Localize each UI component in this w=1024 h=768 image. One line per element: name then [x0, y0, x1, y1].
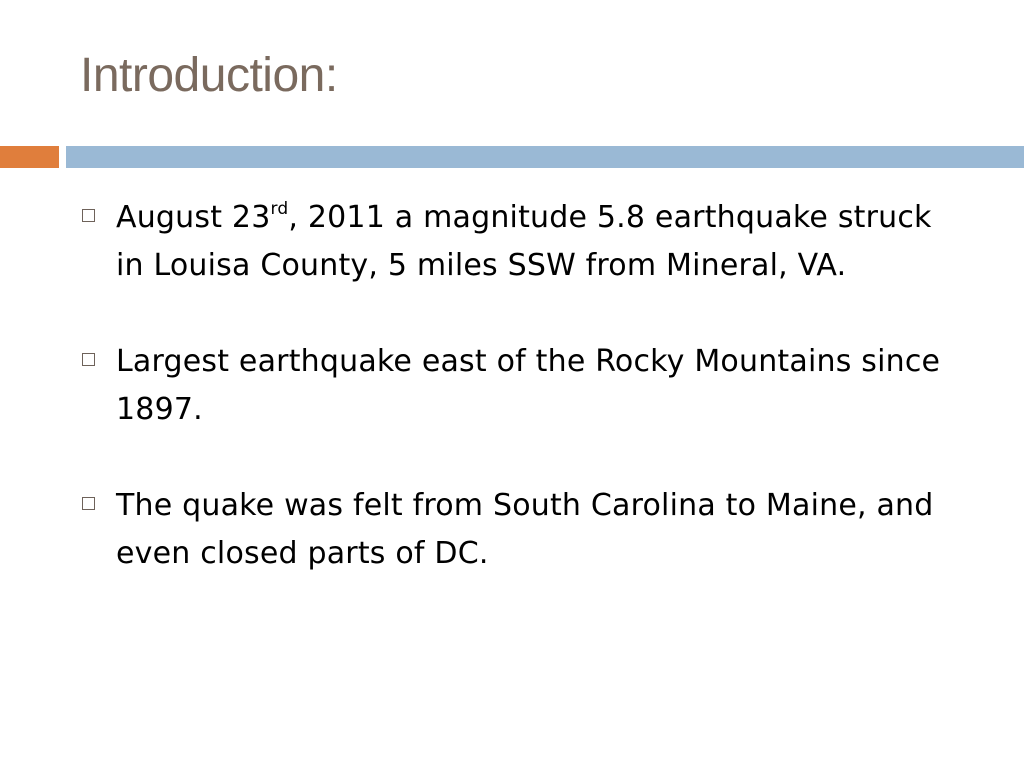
ordinal-suffix: rd — [270, 199, 289, 219]
bullet-text: Largest earthquake east of the Rocky Mountains since 1897. — [116, 344, 941, 427]
bullet-list — [80, 194, 960, 578]
bullet-text-rest: , 2011 a magnitude 5.8 earthquake struck in Louisa County, 5 miles SSW from Mineral, VA. — [116, 200, 932, 283]
hollow-square-bullet-icon — [82, 353, 95, 366]
accent-bar-orange — [0, 146, 59, 168]
hollow-square-bullet-icon — [82, 209, 95, 222]
slide-title: Introduction: — [80, 49, 338, 102]
bullet-item — [80, 194, 960, 290]
bullet-item — [80, 482, 960, 578]
bullet-text: The quake was felt from South Carolina to Maine, and even closed parts of DC. — [116, 488, 934, 571]
hollow-square-bullet-icon — [82, 497, 95, 510]
bullet-text — [116, 200, 932, 283]
bullet-text-date: August 23 — [116, 200, 271, 235]
accent-bar-blue — [66, 146, 1024, 168]
bullet-item — [80, 338, 960, 434]
